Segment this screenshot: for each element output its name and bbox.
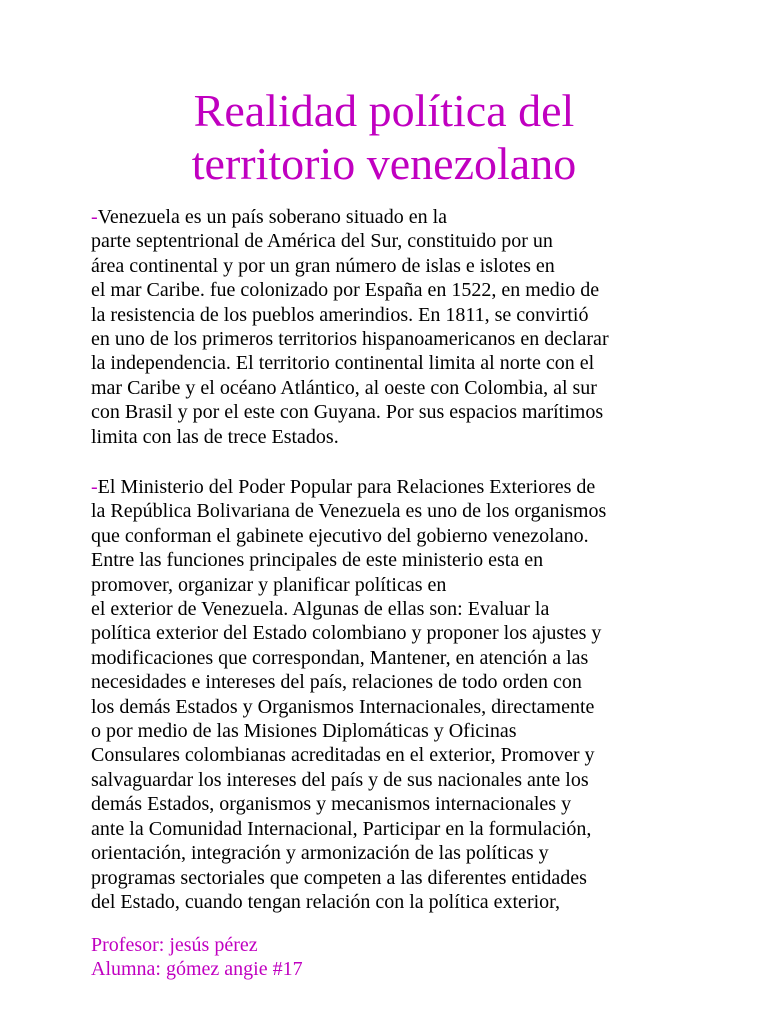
professor-name: Profesor: jesús pérez: [91, 934, 258, 956]
paragraph-line: en uno de los primeros territorios hispanoamericanos en declarar: [91, 328, 609, 351]
paragraph-line: que conforman el gabinete ejecutivo del gobierno venezolano.: [91, 524, 589, 547]
paragraph-line: parte septentrional de América del Sur, constituido por un: [91, 230, 553, 253]
paragraph-line: [91, 475, 691, 499]
paragraph-line: Entre las funciones principales de este ministerio esta en: [91, 549, 544, 572]
paragraph-line: demás Estados, organismos y mecanismos internacionales y: [91, 793, 572, 816]
paragraph-line: la República Bolivariana de Venezuela es uno de los organismos: [91, 500, 607, 523]
paragraph-line: Consulares colombianas acreditadas en el exterior, Promover y: [91, 744, 595, 767]
paragraph-line: mar Caribe y el océano Atlántico, al oeste con Colombia, al sur: [91, 376, 597, 399]
paragraph-venezuela: [91, 205, 691, 449]
student-name: Alumna: gómez angie #17: [91, 958, 303, 981]
paragraph-line: promover, organizar y planificar políticas en: [91, 573, 447, 596]
paragraph-line: ante la Comunidad Internacional, Participar en la formulación,: [91, 817, 592, 840]
paragraph-line: la independencia. El territorio continental limita al norte con el: [91, 352, 595, 375]
paragraph-line: el exterior de Venezuela. Algunas de ellas son: Evaluar la: [91, 598, 550, 621]
title-line-1: Realidad política del: [193, 85, 575, 136]
paragraph-line: [91, 205, 691, 229]
paragraph-line: del Estado, cuando tengan relación con la política exterior,: [91, 890, 561, 913]
paragraph-ministerio: [91, 475, 691, 914]
paragraph-line: con Brasil y por el este con Guyana. Por sus espacios marítimos: [91, 401, 604, 424]
paragraph-line: la resistencia de los pueblos amerindios. En 1811, se convirtió: [91, 303, 589, 326]
signature-block: [91, 933, 303, 982]
paragraph-line: o por medio de las Misiones Diplomáticas y Oficinas: [91, 720, 517, 743]
paragraph-line: programas sectoriales que competen a las diferentes entidades: [91, 866, 587, 889]
paragraph-line: salvaguardar los intereses del país y de sus nacionales ante los: [91, 768, 589, 791]
paragraph-line: área continental y por un gran número de islas e islotes en: [91, 254, 555, 277]
paragraph-line: orientación, integración y armonización de las políticas y: [91, 842, 549, 865]
paragraph-line: necesidades e intereses del país, relaciones de todo orden con: [91, 671, 582, 694]
paragraph-line: modificaciones que correspondan, Mantener, en atención a las: [91, 646, 589, 669]
document-title: [0, 84, 768, 190]
paragraph-line: política exterior del Estado colombiano y proponer los ajustes y: [91, 622, 602, 645]
paragraph-line-text: El Ministerio del Poder Popular para Relaciones Exteriores de: [97, 476, 596, 498]
paragraph-line: los demás Estados y Organismos Internacionales, directamente: [91, 695, 595, 718]
paragraph-marker: -: [91, 476, 98, 498]
paragraph-line: limita con las de trece Estados.: [91, 425, 339, 448]
paragraph-line: el mar Caribe. fue colonizado por España en 1522, en medio de: [91, 279, 600, 302]
paragraph-marker: -: [91, 206, 98, 228]
title-line-2: territorio venezolano: [191, 138, 577, 189]
paragraph-line-text: Venezuela es un país soberano situado en la: [97, 206, 447, 228]
